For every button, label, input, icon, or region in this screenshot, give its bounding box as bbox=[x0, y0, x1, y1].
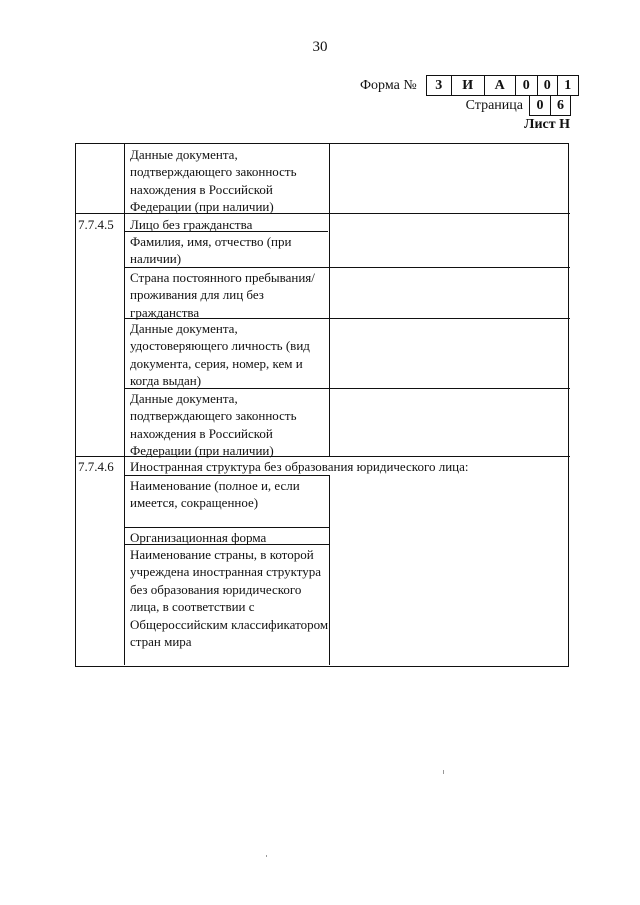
page-cell: 6 bbox=[551, 95, 571, 116]
form-code-cell: А bbox=[485, 75, 516, 96]
page-cell: 0 bbox=[530, 95, 551, 116]
form-code-cell: И bbox=[452, 75, 485, 96]
row-document-legal-stay: Данные документа, подтверждающего законность нахождения в Российской Федерации (при наличии) bbox=[130, 391, 297, 459]
page-cells bbox=[529, 95, 571, 116]
form-code-cell: 3 bbox=[427, 75, 452, 96]
row-full-name: Фамилия, имя, отчество (при наличии) bbox=[130, 234, 292, 267]
row-organization-name: Наименование (полное и, если имеется, сокращенное) bbox=[130, 478, 300, 511]
section-number: 7.7.4.6 bbox=[78, 459, 114, 474]
form-number-label: Форма № bbox=[360, 77, 417, 93]
scan-speck bbox=[443, 770, 444, 774]
page-label: Страница bbox=[465, 97, 523, 113]
row-registration-country: Наименование страны, в которой учреждена иностранная структура без образования юридического лица, в соответствии с Общероссийским классификатором стран мира bbox=[130, 547, 329, 650]
form-code-cell: 0 bbox=[538, 75, 558, 96]
form-code-cell: 1 bbox=[558, 75, 579, 96]
row-divider bbox=[124, 475, 329, 476]
row-residence-country: Страна постоянного пребывания/проживания для лиц без гражданства bbox=[130, 270, 315, 320]
form-code-cell: 0 bbox=[516, 75, 538, 96]
row-document-legal-stay: Данные документа, подтверждающего законность нахождения в Российской Федерации (при наличии) bbox=[130, 147, 297, 215]
row-identity-document: Данные документа, удостоверяющего личность (вид документа, серия, номер, кем и когда выдан) bbox=[130, 321, 310, 389]
page-number: 30 bbox=[312, 39, 328, 55]
section-title: Лицо без гражданства bbox=[130, 217, 253, 232]
page-number-line bbox=[466, 95, 571, 116]
section-number: 7.7.4.5 bbox=[78, 217, 114, 232]
sheet-label: Лист Н bbox=[524, 117, 570, 132]
scan-speck bbox=[266, 855, 267, 857]
section-title: Иностранная структура без образования юридического лица: bbox=[130, 459, 469, 474]
number-column-divider bbox=[124, 144, 125, 665]
row-divider bbox=[124, 527, 329, 528]
row-organization-form: Организационная форма bbox=[130, 530, 267, 545]
form-number-line bbox=[360, 75, 579, 96]
data-table bbox=[75, 143, 569, 667]
form-code-cells bbox=[426, 75, 579, 96]
